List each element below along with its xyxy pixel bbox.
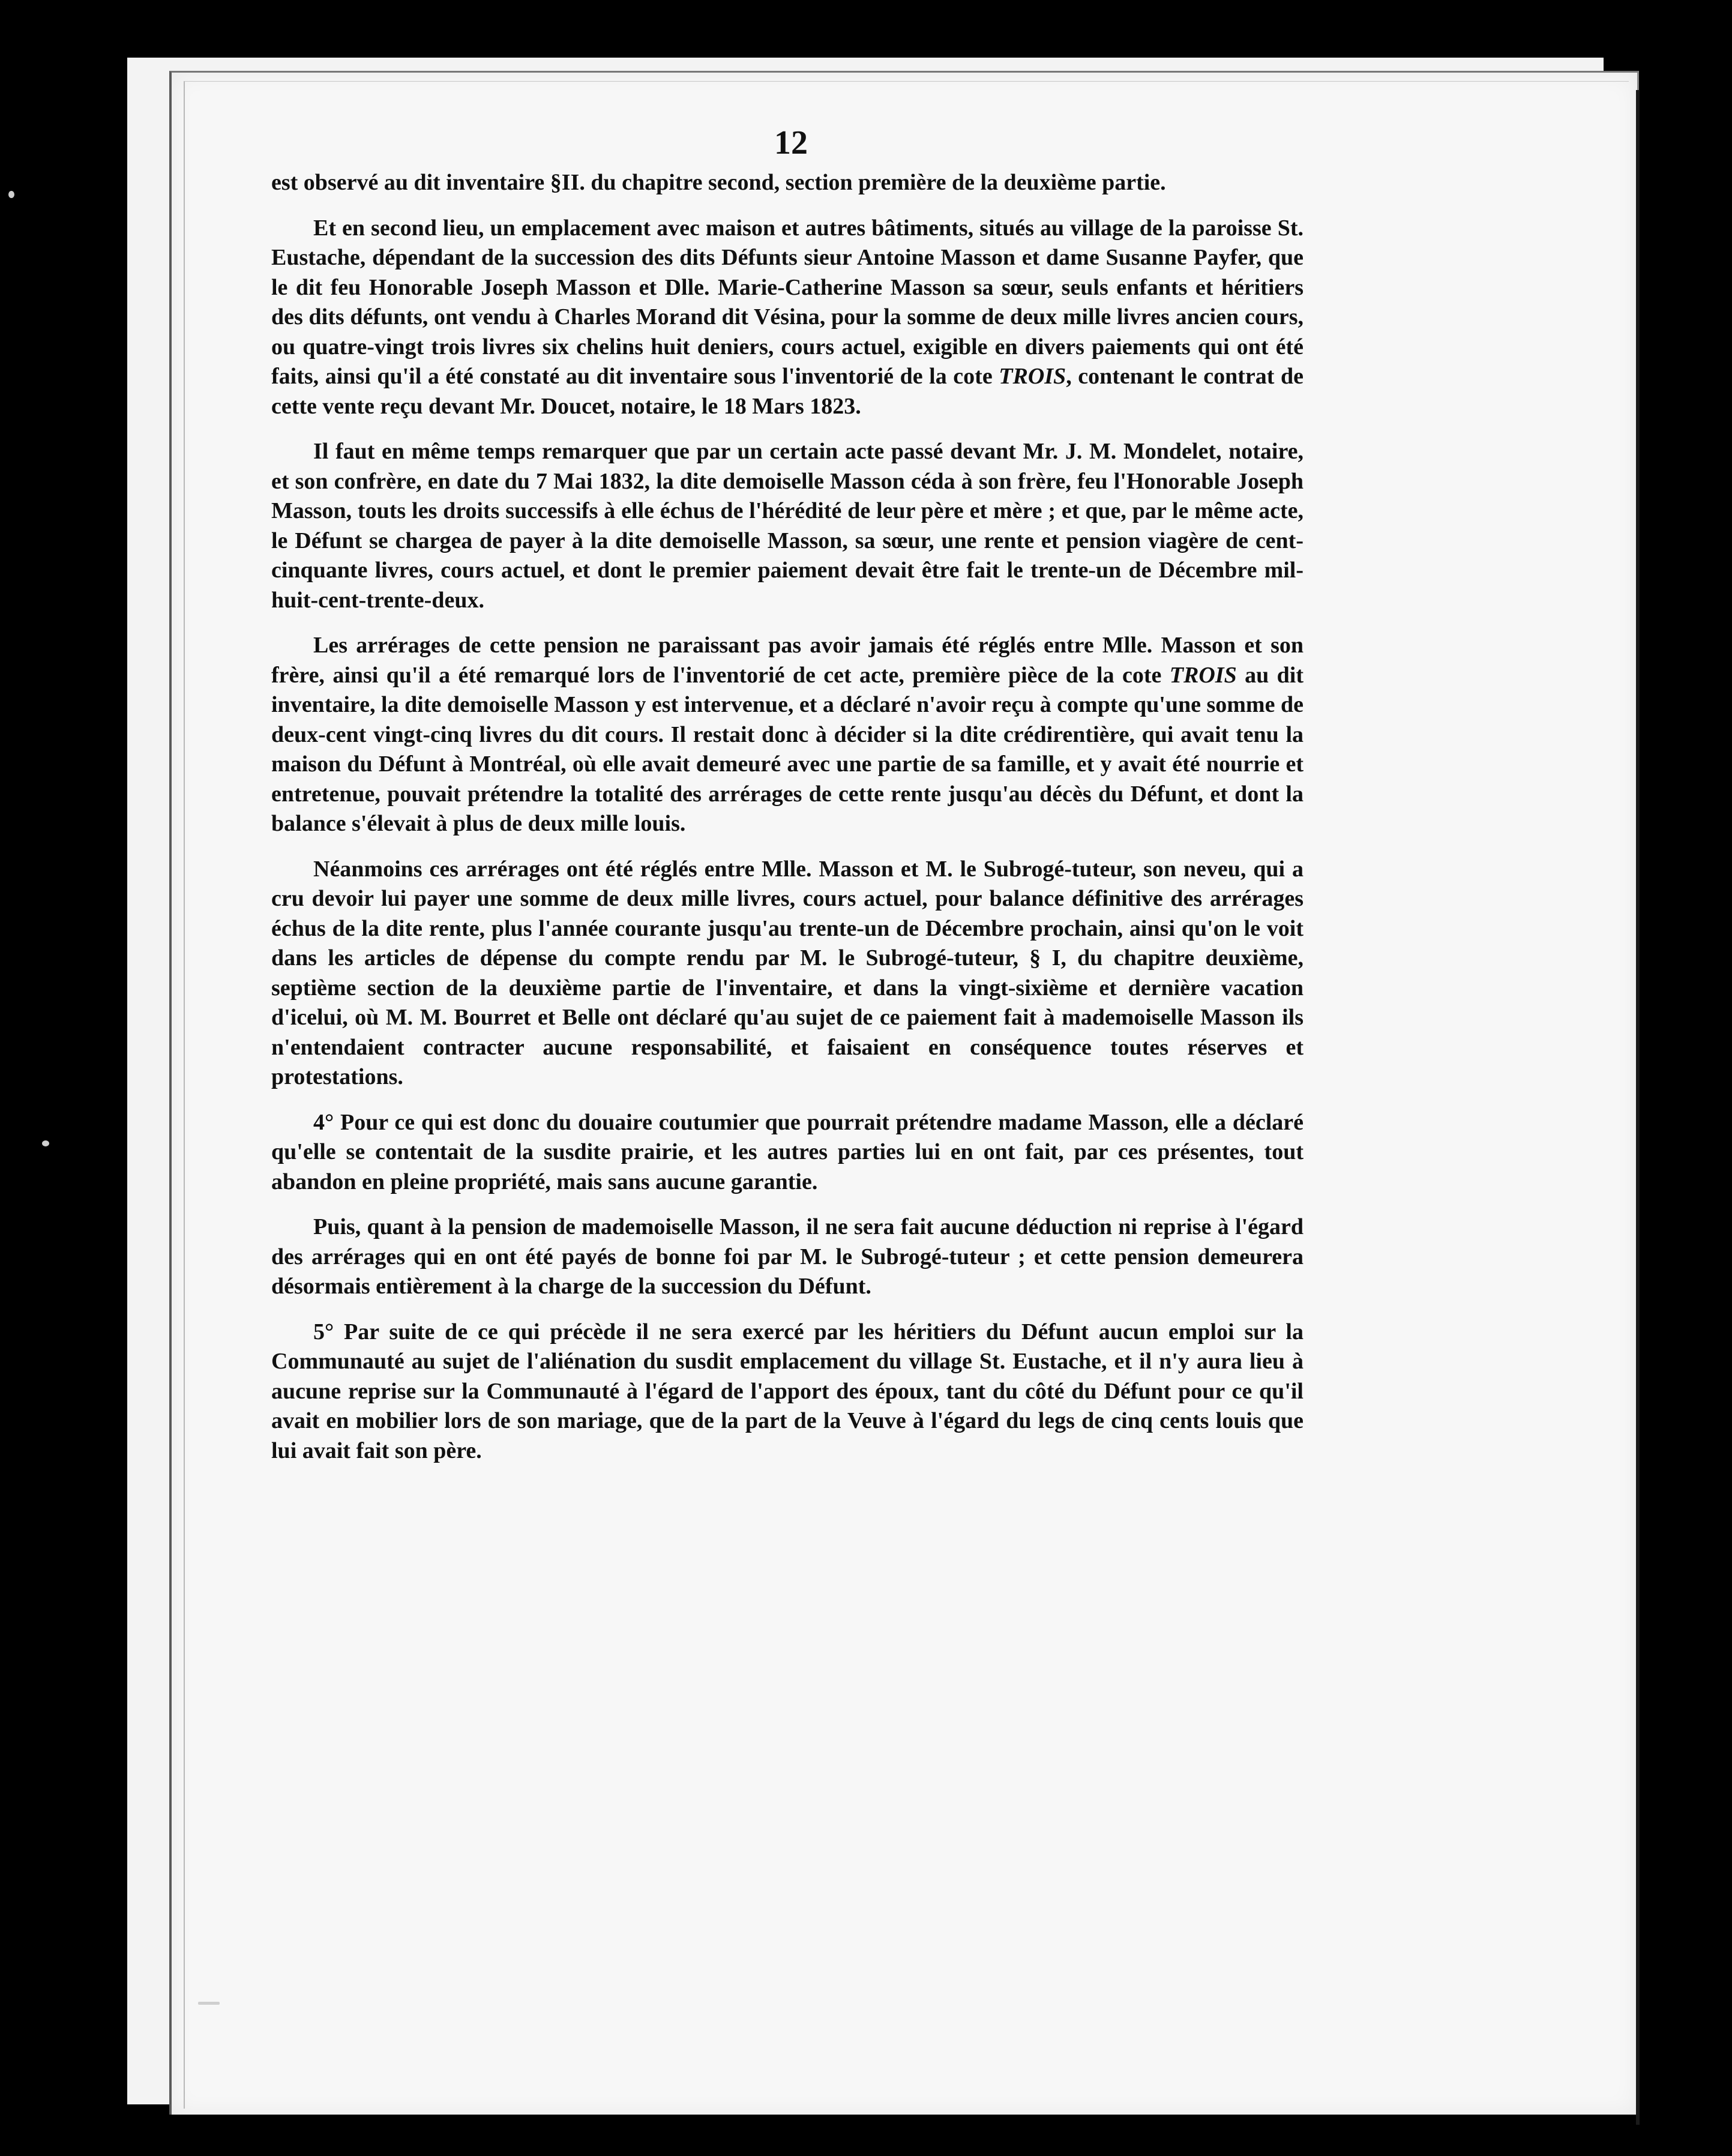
page-number: 12 [774,124,808,161]
scan-speck [8,191,14,198]
paragraph-2: Et en second lieu, un emplacement avec maison et autres bâtiments, situés au village de la paroisse St. Eustache, dépendant de la succession des dits Défunts sieur Antoine Masson et dame Susanne Payfer, que le dit feu Honorable Joseph Masson et Dlle. Marie-Catherine Masson sa sœur, seuls enfants et héritiers des dits défunts, ont vendu à Charles Morand dit Vésina, pour la somme de deux mille livres ancien cours, ou quatre-vingt trois livres six chelins huit deniers, cours actuel, exigible en divers paiements qui ont été faits, ainsi qu'il a été constaté au dit inventaire sous l'inventorié de la cote TROIS, contenant le contrat de cette vente reçu devant Mr. Doucet, notaire, le 18 Mars 1823. [271,215,1304,419]
scan-speck [198,2002,220,2005]
paragraph-5: Néanmoins ces arrérages ont été réglés entre Mlle. Masson et M. le Subrogé-tuteur, son neveu, qui a cru devoir lui payer une somme de deux mille livres, cours actuel, pour balance définitive des arrérages échus de la dite rente, plus l'année courante jusqu'au trente-un de Décembre prochain, ainsi qu'on le voit dans les articles de dépense du compte rendu par M. le Subrogé-tuteur, § I, du chapitre deuxième, septième section de la deuxième partie de l'inventaire, et dans la vingt-sixième et dernière vacation d'icelui, où M. M. Bourret et Belle ont déclaré qu'au sujet de ce paiement fait à mademoiselle Masson ils n'entendaient contracter aucune responsabilité, et faisaient en conséquence toutes réserves et protestations. [271,856,1304,1089]
paragraph-1: est observé au dit inventaire §II. du chapitre second, section première de la deuxième partie. [271,170,1166,195]
page-edge-right [1636,90,1640,2125]
body-text [271,168,1304,1481]
paragraph-7: Puis, quant à la pension de mademoiselle Masson, il ne sera fait aucune déduction ni reprise à l'égard des arrérages qui en ont été payés de bonne foi par M. le Subrogé-tuteur ; et cette pension demeurera désormais entièrement à la charge de la succession du Défunt. [271,1214,1304,1299]
paragraph-3: Il faut en même temps remarquer que par un certain acte passé devant Mr. J. M. Mondelet, notaire, et son confrère, en date du 7 Mai 1832, la dite demoiselle Masson céda à son frère, feu l'Honorable Joseph Masson, touts les droits successifs à elle échus de l'hérédité de leur père et mère ; et que, par le même acte, le Défunt se chargea de payer à la dite demoiselle Masson, sa sœur, une rente et pension viagère de cent-cinquante livres, cours actuel, et dont le premier paiement devait être fait le trente-un de Décembre mil-huit-cent-trente-deux. [271,439,1304,613]
paragraph-6: 4° Pour ce qui est donc du douaire coutumier que pourrait prétendre madame Masson, elle a déclaré qu'elle se contentait de la susdite prairie, et les autres parties lui en ont fait, par ces présentes, tout abandon en pleine propriété, mais sans aucune garantie. [271,1109,1304,1194]
paragraph-8: 5° Par suite de ce qui précède il ne sera exercé par les héritiers du Défunt aucun emploi sur la Communauté au sujet de l'aliénation du susdit emplacement du village St. Eustache, et il n'y aura lieu à aucune reprise sur la Communauté à l'égard de l'apport des époux, tant du côté du Défunt pour ce qu'il avait en mobilier lors de son mariage, que de la part de la Veuve à l'égard du legs de cinq cents louis que lui avait fait son père. [271,1319,1304,1463]
scan-speck [42,1140,49,1146]
paragraph-4: Les arrérages de cette pension ne paraissant pas avoir jamais été réglés entre Mlle. Masson et son frère, ainsi qu'il a été remarqué lors de l'inventorié de cet acte, première pièce de la cote TROIS au dit inventaire, la dite demoiselle Masson y est intervenue, et a déclaré n'avoir reçu à compte qu'une somme de deux-cent vingt-cinq livres du dit cours. Il restait donc à décider si la dite crédirentière, qui avait tenu la maison du Défunt à Montréal, où elle avait demeuré avec une partie de sa famille, et y avait été nourrie et entretenue, pouvait prétendre la totalité des arrérages de cette rente jusqu'au décès du Défunt, et dont la balance s'élevait à plus de deux mille louis. [271,633,1304,836]
scan-border-right [1656,90,1732,2125]
